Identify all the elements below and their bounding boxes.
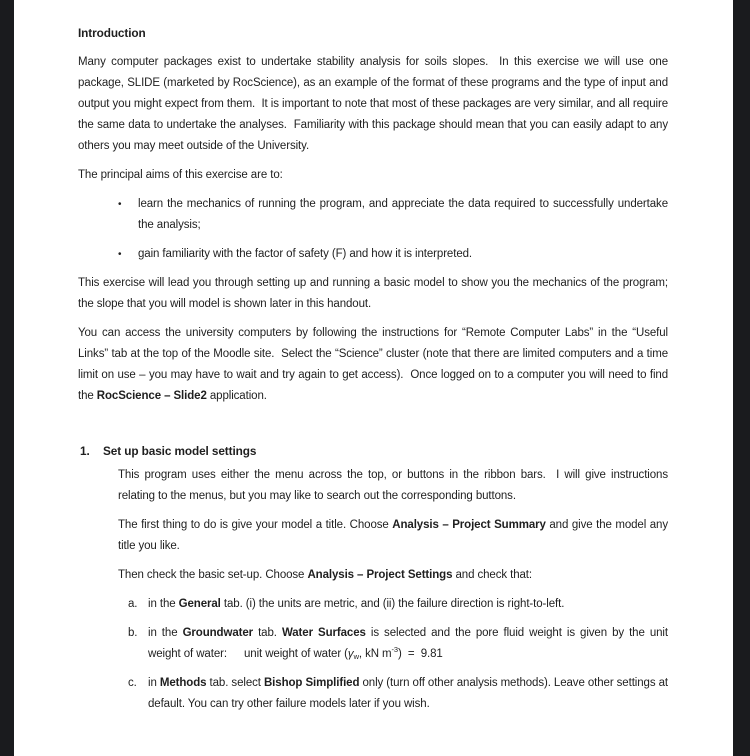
intro-paragraph: Many computer packages exist to undertake stability analysis for soils slopes. In this exercise we will use one package, SLIDE (marketed by RocScience), as an example of the format of these programs and the type of input and output you might expect from them. It is important to note that most of these packages are very similar, and all require the same data to undertake the analyses. Familiarity with this package should mean that you can easily adapt to any others you may meet outside of the University. bbox=[78, 56, 668, 152]
exercise-lead-paragraph: This exercise will lead you through setting up and running a basic model to show you the mechanics of the program; the slope that you will model is shown later in this handout. bbox=[78, 277, 668, 310]
bullet-text: learn the mechanics of running the program, and appreciate the data required to successfully undertake the analysis; bbox=[138, 198, 668, 231]
lettered-item-c-methods-tab bbox=[128, 673, 668, 715]
item-letter: a. bbox=[128, 598, 138, 610]
lettered-item-a-general-tab bbox=[128, 594, 668, 615]
letterbox-left bbox=[0, 0, 14, 756]
bullet-icon: • bbox=[118, 199, 122, 210]
section-1-paragraph-menus: This program uses either the menu across the top, or buttons in the ribbon bars. I will give instructions relating to the menus, but you may like to search out the corresponding buttons. bbox=[118, 469, 668, 502]
letterbox-right bbox=[733, 0, 750, 756]
item-text: in Methods tab. select Bishop Simplified only (turn off other analysis methods). Leave other settings at default. You can try other failure models later if you wish. bbox=[148, 677, 668, 710]
aims-lead-paragraph: The principal aims of this exercise are to: bbox=[78, 169, 283, 181]
lettered-item-b-groundwater-tab bbox=[128, 623, 668, 665]
section-1-paragraph-title: The first thing to do is give your model a title. Choose Analysis – Project Summary and give the model any title you like. bbox=[118, 519, 668, 552]
item-text: in the General tab. (i) the units are metric, and (ii) the failure direction is right-to-left. bbox=[148, 598, 565, 610]
item-text: in the Groundwater tab. Water Surfaces is selected and the pore fluid weight is given by the unit weight of water: unit weight of water ($\gamma_w$, kN $m^{-3}) = 9.81$ bbox=[148, 627, 668, 661]
item-letter: c. bbox=[128, 677, 137, 689]
section-1-heading bbox=[80, 441, 668, 462]
bullet-icon: • bbox=[118, 249, 122, 260]
section-1-paragraph-settings: Then check the basic set-up. Choose Analysis – Project Settings and check that: bbox=[118, 569, 532, 581]
document-content bbox=[78, 23, 668, 723]
intro-heading: Introduction bbox=[78, 26, 146, 40]
bullet-item-learn-mechanics bbox=[118, 194, 668, 236]
section-1-title: Set up basic model settings bbox=[103, 444, 257, 458]
bullet-text: gain familiarity with the factor of safety (F) and how it is interpreted. bbox=[138, 248, 473, 260]
aims-bullet-list bbox=[118, 194, 668, 265]
item-letter: b. bbox=[128, 627, 138, 639]
section-1-number: 1. bbox=[80, 444, 90, 458]
access-instructions-paragraph: You can access the university computers by following the instructions for “Remote Computer Labs” in the “Useful Links” tab at the top of the Moodle site. Select the “Science” cluster (note that there are limited computers and a time limit on use – you may have to wait and try again to get access). Once logged on to a computer you will need to find the RocScience – Slide2 application. bbox=[78, 327, 668, 402]
bullet-item-gain-familiarity bbox=[118, 244, 668, 265]
